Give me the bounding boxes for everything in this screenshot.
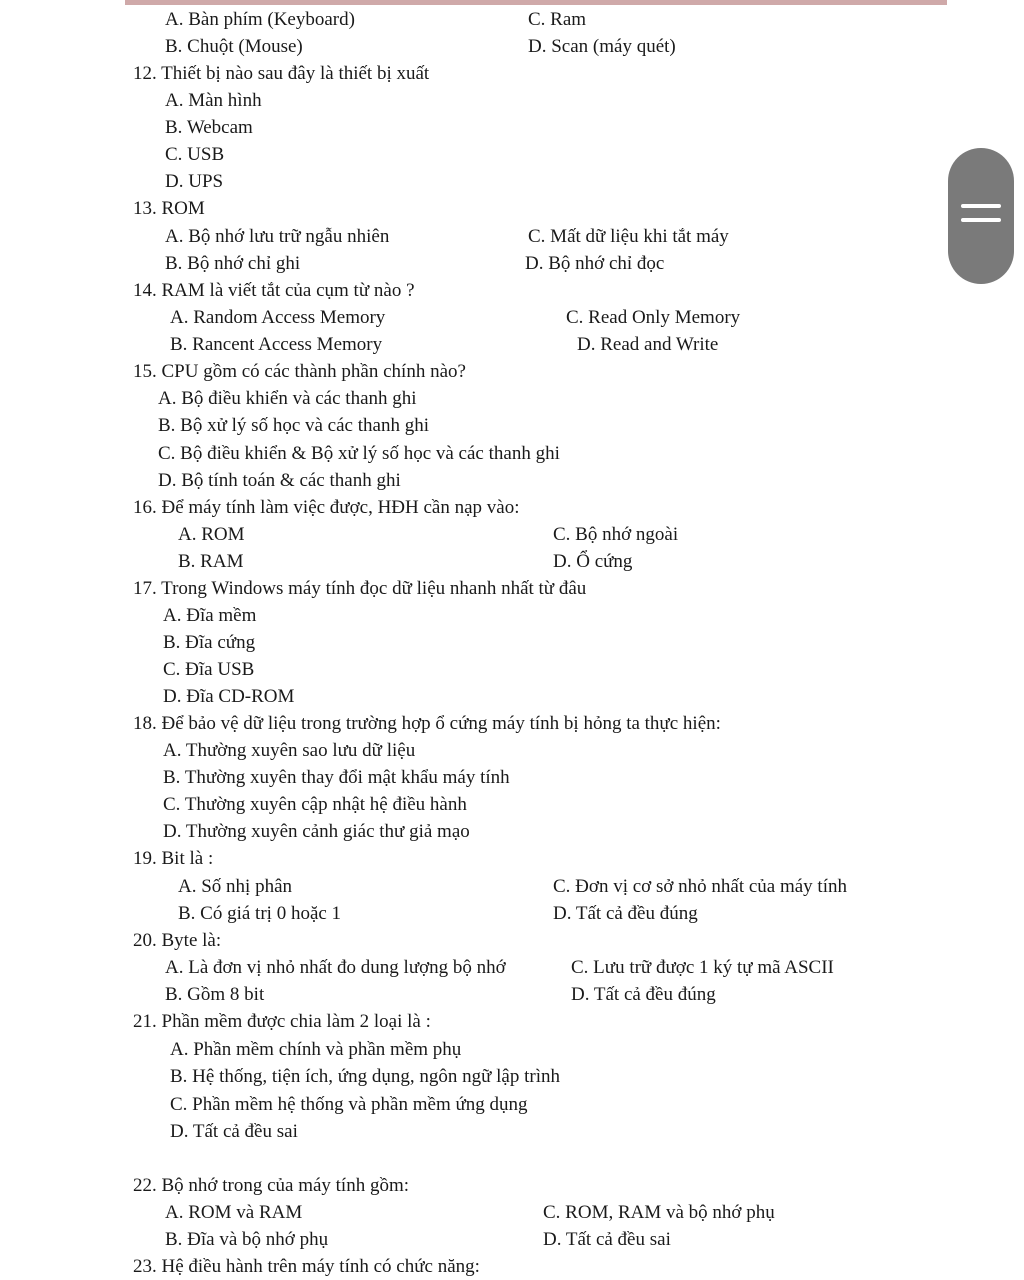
option-20c: C. Lưu trữ được 1 ký tự mã ASCII	[571, 957, 834, 978]
option-16d: D. Ổ cứng	[553, 551, 633, 572]
option-21c: C. Phần mềm hệ thống và phần mềm ứng dụng	[170, 1094, 528, 1115]
option-15b: B. Bộ xử lý số học và các thanh ghi	[158, 415, 429, 436]
option-11b: B. Chuột (Mouse)	[165, 36, 303, 57]
option-14a: A. Random Access Memory	[170, 307, 386, 328]
option-19a: A. Số nhị phân	[178, 876, 292, 897]
option-18c: C. Thường xuyên cập nhật hệ điều hành	[163, 794, 467, 815]
question-14: 14. RAM là viết tắt của cụm từ nào ?	[133, 280, 415, 301]
question-15: 15. CPU gồm có các thành phần chính nào?	[133, 361, 466, 382]
option-13a: A. Bộ nhớ lưu trữ ngẫu nhiên	[165, 226, 390, 247]
option-21d: D. Tất cả đều sai	[170, 1121, 298, 1142]
option-22b: B. Đĩa và bộ nhớ phụ	[165, 1229, 329, 1250]
option-14c: C. Read Only Memory	[566, 307, 741, 328]
option-22d: D. Tất cả đều sai	[543, 1229, 671, 1250]
option-13c: C. Mất dữ liệu khi tắt máy	[528, 226, 729, 247]
question-12: 12. Thiết bị nào sau đây là thiết bị xuất	[133, 63, 430, 84]
option-20a: A. Là đơn vị nhỏ nhất đo dung lượng bộ nhớ	[165, 957, 506, 978]
option-20b: B. Gồm 8 bit	[165, 984, 265, 1005]
grip-line-top-icon	[961, 204, 1001, 208]
option-21b: B. Hệ thống, tiện ích, ứng dụng, ngôn ngữ lập trình	[170, 1066, 561, 1087]
question-22: 22. Bộ nhớ trong của máy tính gồm:	[133, 1175, 410, 1196]
question-21: 21. Phần mềm được chia làm 2 loại là :	[133, 1011, 431, 1032]
page-top-border	[125, 0, 947, 5]
option-17c: C. Đĩa USB	[163, 659, 255, 680]
option-11a: A. Bàn phím (Keyboard)	[165, 9, 355, 30]
option-13b: B. Bộ nhớ chỉ ghi	[165, 253, 301, 274]
question-16: 16. Để máy tính làm việc được, HĐH cần nạp vào:	[133, 497, 520, 518]
option-12d: D. UPS	[165, 171, 224, 192]
option-18a: A. Thường xuyên sao lưu dữ liệu	[163, 740, 416, 761]
option-19b: B. Có giá trị 0 hoặc 1	[178, 903, 342, 924]
option-22c: C. ROM, RAM và bộ nhớ phụ	[543, 1202, 775, 1223]
question-17: 17. Trong Windows máy tính đọc dữ liệu nhanh nhất từ đâu	[133, 578, 587, 599]
scroll-handle[interactable]	[948, 148, 1014, 284]
option-22a: A. ROM và RAM	[165, 1202, 303, 1223]
option-11c: C. Ram	[528, 9, 587, 30]
option-15a: A. Bộ điều khiển và các thanh ghi	[158, 388, 417, 409]
option-15c: C. Bộ điều khiển & Bộ xử lý số học và các thanh ghi	[158, 443, 560, 464]
option-19d: D. Tất cả đều đúng	[553, 903, 698, 924]
option-16b: B. RAM	[178, 551, 244, 572]
question-20: 20. Byte là:	[133, 930, 222, 951]
option-12c: C. USB	[165, 144, 225, 165]
option-20d: D. Tất cả đều đúng	[571, 984, 716, 1005]
question-18: 18. Để bảo vệ dữ liệu trong trường hợp ổ cứng máy tính bị hỏng ta thực hiện:	[133, 713, 721, 734]
question-13: 13. ROM	[133, 198, 205, 219]
option-21a: A. Phần mềm chính và phần mềm phụ	[170, 1039, 462, 1060]
option-18d: D. Thường xuyên cảnh giác thư giả mạo	[163, 821, 470, 842]
option-14d: D. Read and Write	[577, 334, 719, 355]
question-23: 23. Hệ điều hành trên máy tính có chức năng:	[133, 1256, 480, 1277]
option-17b: B. Đĩa cứng	[163, 632, 256, 653]
option-12b: B. Webcam	[165, 117, 253, 138]
option-19c: C. Đơn vị cơ sở nhỏ nhất của máy tính	[553, 876, 847, 897]
option-17d: D. Đĩa CD-ROM	[163, 686, 295, 707]
option-16a: A. ROM	[178, 524, 245, 545]
grip-line-bottom-icon	[961, 218, 1001, 222]
question-19: 19. Bit là :	[133, 848, 214, 869]
option-14b: B. Rancent Access Memory	[170, 334, 383, 355]
option-17a: A. Đĩa mềm	[163, 605, 257, 626]
option-16c: C. Bộ nhớ ngoài	[553, 524, 679, 545]
option-15d: D. Bộ tính toán & các thanh ghi	[158, 470, 401, 491]
option-13d: D. Bộ nhớ chỉ đọc	[525, 253, 665, 274]
option-11d: D. Scan (máy quét)	[528, 36, 676, 57]
option-18b: B. Thường xuyên thay đổi mật khẩu máy tính	[163, 767, 510, 788]
option-12a: A. Màn hình	[165, 90, 262, 111]
